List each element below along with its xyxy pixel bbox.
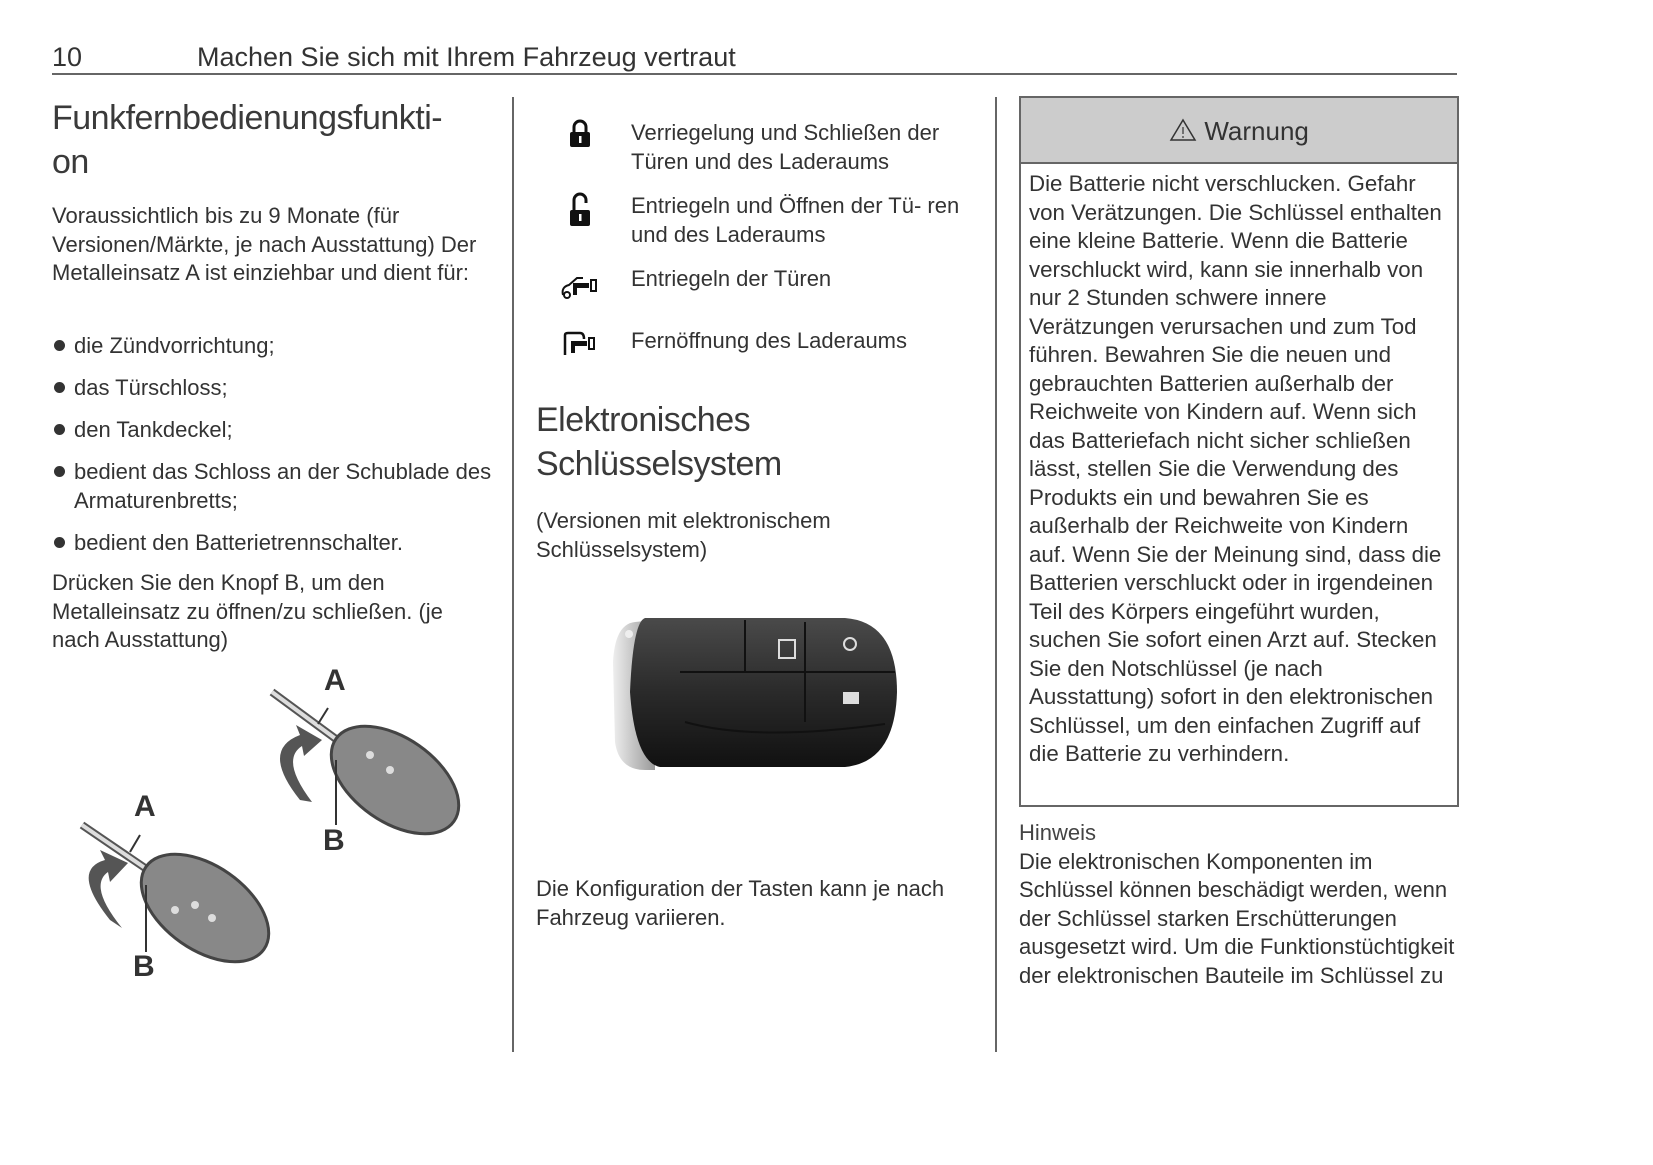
- list-item: den Tankdeckel;: [52, 416, 492, 445]
- electronic-key-photo: [605, 612, 905, 777]
- icon-description: Verriegelung und Schließen der Türen und des Laderaums: [631, 120, 940, 174]
- tailgate-open-icon: [560, 331, 600, 365]
- lock-closed-icon: [560, 119, 600, 157]
- warning-header: [1021, 98, 1457, 164]
- icon-description: Entriegeln der Türen: [631, 266, 832, 291]
- header-rule: [52, 73, 1457, 75]
- label-a: A: [134, 790, 156, 823]
- hint-block: [1019, 819, 1455, 990]
- hint-title: Hinweis: [1019, 820, 1097, 845]
- heading-line: on: [52, 143, 89, 181]
- lock-open-icon: [560, 192, 600, 236]
- label-b: B: [133, 950, 155, 983]
- warning-box: [1019, 96, 1459, 807]
- page-number: 10: [52, 42, 83, 72]
- list-item: das Türschloss;: [52, 374, 492, 403]
- subtitle: (Versionen mit elektronischem Schlüsselsystem): [536, 508, 831, 562]
- hint-text: Die elektronischen Komponenten im Schlüssel können beschädigt werden, wenn der Schlüssel starken Erschütterungen ausgesetzt wird. Um die Funktionstüchtigkeit der elektronischen Bauteile im Schlüssel zu: [1019, 848, 1455, 988]
- intro-paragraph: Voraussichtlich bis zu 9 Monate (für Versionen/Märkte, je nach Ausstattung) Der Metalleinsatz A ist einziehbar und dient für:: [52, 203, 477, 285]
- section-heading: [52, 96, 502, 184]
- key-flip-illustration: [60, 660, 480, 990]
- key-upper: [272, 692, 478, 856]
- list-item: die Zündvorrichtung;: [52, 332, 492, 361]
- configuration-note: Die Konfiguration der Tasten kann je nach Fahrzeug variieren.: [536, 876, 945, 930]
- label-a: A: [324, 664, 346, 697]
- list-item: bedient den Batterietrennschalter.: [52, 529, 492, 558]
- label-b: B: [323, 824, 345, 857]
- usage-list: [52, 332, 492, 571]
- warning-triangle-icon: [1169, 116, 1197, 146]
- warning-title: Warnung: [1204, 116, 1309, 146]
- column-divider: [995, 97, 997, 1052]
- warning-text: Die Batterie nicht verschlucken. Gefahr von Verätzungen. Die Schlüssel enthalten eine kleine Batterie. Wenn die Batterie verschluckt wird, kann sie innerhalb von nur 2 Stunden schwere innere Verätzungen verursachen und zum Tod führen. Bewahren Sie die neuen und gebrauchten Batterien außerhalb der Reichweite von Kindern auf. Wenn sich das Batteriefach nicht sicher schließen lässt, stellen Sie die Verwendung des Produkts ein und bewahren Sie es außerhalb der Reichweite von Kindern auf. Wenn Sie der Meinung sind, dass die Batterien verschluckt oder in irgendeinen Teil des Körpers eingeführt wurden, suchen Sie sofort einen Arzt auf. Stecken Sie den Notschlüssel (je nach Ausstattung) sofort in den elektronischen Schlüssel, um den einfachen Zugriff auf die Batterie zu verhindern.: [1029, 171, 1442, 766]
- section-heading: Elektronisches Schlüsselsystem: [536, 401, 782, 483]
- car-door-unlock-icon: [560, 275, 600, 307]
- list-item: bedient das Schloss an der Schublade des Armaturenbretts;: [52, 458, 492, 515]
- icon-description: Entriegeln und Öffnen der Tü- ren und des Laderaums: [631, 193, 960, 247]
- column-divider: [512, 97, 514, 1052]
- icon-description: Fernöffnung des Laderaums: [631, 328, 907, 353]
- press-paragraph: Drücken Sie den Knopf B, um den Metalleinsatz zu öffnen/zu schließen. (je nach Ausstattung): [52, 570, 443, 652]
- key-lower: [82, 825, 288, 984]
- page-header-title: Machen Sie sich mit Ihrem Fahrzeug vertraut: [197, 42, 736, 72]
- heading-line: Funkfernbedienungsfunkti-: [52, 99, 443, 137]
